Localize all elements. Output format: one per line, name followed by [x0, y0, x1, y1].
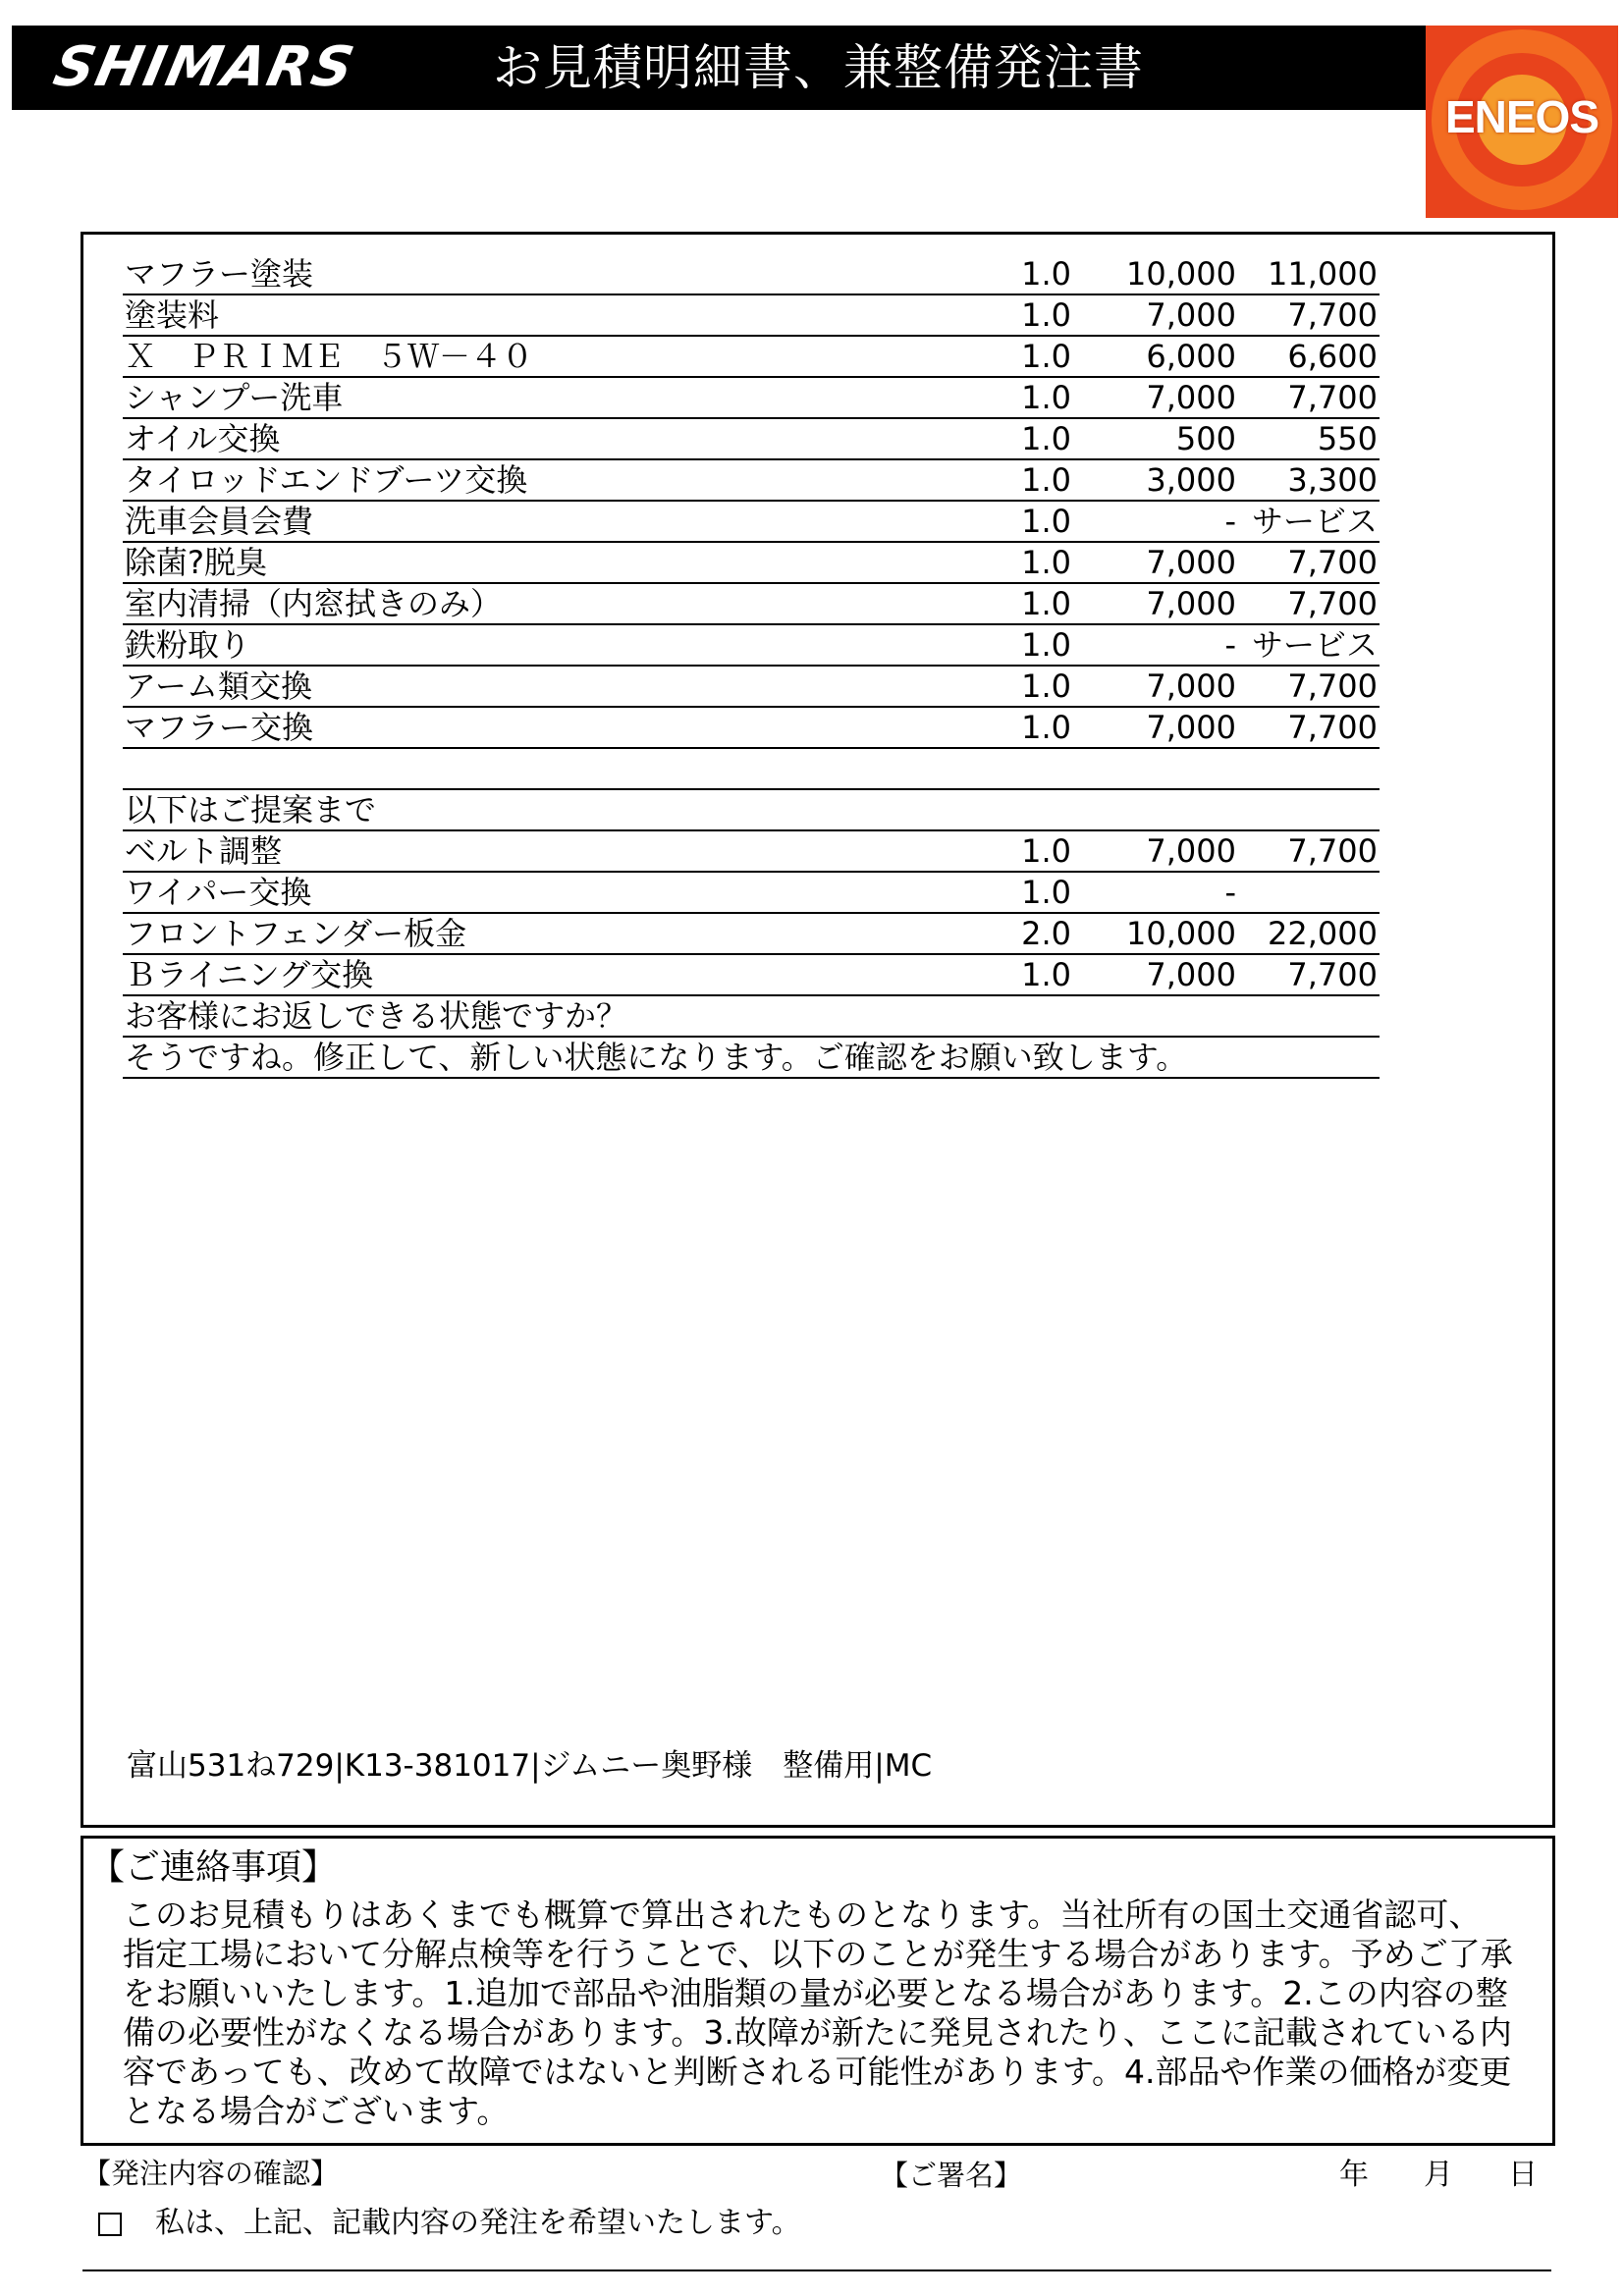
item-amount: 6,600 [1287, 338, 1378, 375]
item-qty: 1.0 [1021, 832, 1071, 870]
date-month-label: 月 [1424, 2158, 1453, 2192]
item-amount: サービス [1251, 503, 1378, 540]
answer-row [123, 1038, 1380, 1079]
item-unit-price: - [1224, 503, 1236, 540]
item-name: マフラー交換 [125, 709, 314, 746]
item-unit-price: 7,000 [1146, 832, 1236, 870]
table-row [123, 419, 1380, 460]
table-row [123, 667, 1380, 708]
item-unit-price: 7,000 [1146, 379, 1236, 416]
item-qty: 1.0 [1021, 338, 1071, 375]
item-name: 除菌?脱臭 [125, 544, 267, 581]
item-unit-price: - [1224, 874, 1236, 911]
notice-body [123, 1896, 1537, 2131]
item-amount: 7,700 [1287, 667, 1378, 705]
signature-line [82, 2269, 1551, 2271]
item-name: シャンプー洗車 [125, 379, 344, 416]
table-row [123, 460, 1380, 502]
item-unit-price: 500 [1175, 420, 1236, 457]
notice-line: このお見積もりはあくまでも概算で算出されたものとなります。当社所有の国土交通省認可、 [123, 1896, 1482, 1934]
item-amount: 22,000 [1268, 915, 1378, 952]
table-row [123, 584, 1380, 625]
item-unit-price: 7,000 [1146, 544, 1236, 581]
item-name: フロントフェンダー板金 [125, 915, 467, 952]
document-title: お見積明細書、兼整備発注書 [493, 39, 1144, 96]
item-unit-price: 7,000 [1146, 956, 1236, 993]
item-unit-price: 7,000 [1146, 585, 1236, 622]
item-amount: 7,700 [1287, 379, 1378, 416]
item-qty: 1.0 [1021, 626, 1071, 664]
item-qty: 1.0 [1021, 667, 1071, 705]
eneos-logo [1426, 26, 1618, 218]
notice-line: をお願いいたします。1.追加で部品や油脂類の量が必要となる場合があります。2.この内容の整 [123, 1974, 1508, 2012]
item-qty: 2.0 [1021, 915, 1071, 952]
item-qty: 1.0 [1021, 296, 1071, 334]
item-name: マフラー塗装 [125, 255, 314, 293]
item-amount: 11,000 [1268, 255, 1378, 293]
item-amount: 7,700 [1287, 296, 1378, 334]
table-row [123, 708, 1380, 749]
proposal-heading: 以下はご提案まで [125, 791, 377, 828]
table-row [123, 625, 1380, 667]
notice-line: 容であっても、改めて故障ではないと判断される可能性があります。4.部品や作業の価格が変更 [123, 2053, 1512, 2091]
item-unit-price: - [1224, 626, 1236, 664]
item-name: ワイパー交換 [125, 874, 312, 911]
item-name: アーム類交換 [125, 667, 313, 705]
item-qty: 1.0 [1021, 709, 1071, 746]
item-qty: 1.0 [1021, 379, 1071, 416]
item-name: Ｂライニング交換 [125, 956, 374, 993]
signature-label: 【ご署名】 [880, 2159, 1023, 2192]
consent-text: 私は、上記、記載内容の発注を希望いたします。 [155, 2206, 801, 2240]
notice-line: 備の必要性がなくなる場合があります。3.故障が新たに発見されたり、ここに記載されている内 [123, 2013, 1512, 2052]
item-unit-price: 6,000 [1146, 338, 1236, 375]
table-row [123, 337, 1380, 378]
item-unit-price: 3,000 [1146, 461, 1236, 499]
item-unit-price: 7,000 [1146, 709, 1236, 746]
item-amount: 7,700 [1287, 956, 1378, 993]
consent-checkbox[interactable] [98, 2213, 122, 2236]
item-qty: 1.0 [1021, 585, 1071, 622]
table-row [123, 873, 1380, 914]
table-row [123, 914, 1380, 955]
table-row [123, 295, 1380, 337]
blank-row [123, 749, 1380, 790]
estimate-items-box [81, 232, 1555, 1828]
item-unit-price: 10,000 [1126, 255, 1236, 293]
item-name: 鉄粉取り [125, 626, 251, 664]
item-qty: 1.0 [1021, 420, 1071, 457]
item-name: Ｘ ＰＲＩＭＥ ５Ｗ－４０ [125, 338, 534, 375]
item-amount: 3,300 [1287, 461, 1378, 499]
header-bar [12, 26, 1426, 110]
item-amount: 7,700 [1287, 832, 1378, 870]
item-qty: 1.0 [1021, 956, 1071, 993]
proposal-heading-row [123, 790, 1380, 831]
item-amount: 550 [1317, 420, 1378, 457]
item-name: 室内清掃（内窓拭きのみ） [125, 585, 503, 622]
eneos-logo-text: ENEOS [1444, 91, 1599, 142]
date-day-label: 日 [1508, 2158, 1538, 2192]
item-amount: 7,700 [1287, 709, 1378, 746]
item-qty: 1.0 [1021, 461, 1071, 499]
vehicle-info: 富山531ね729|K13-381017|ジムニー奥野様 整備用|MC [127, 1748, 933, 1784]
brand-logo-text: SHIMARS [48, 35, 361, 99]
notice-title: 【ご連絡事項】 [89, 1847, 338, 1888]
item-amount: サービス [1251, 626, 1378, 664]
question-text: お客様にお返しできる状態ですか？ [125, 997, 628, 1035]
item-name: 塗装料 [125, 296, 220, 334]
table-row [123, 254, 1380, 295]
item-name: タイロッドエンドブーツ交換 [125, 461, 528, 499]
item-qty: 1.0 [1021, 503, 1071, 540]
item-unit-price: 7,000 [1146, 296, 1236, 334]
item-amount: 7,700 [1287, 585, 1378, 622]
table-row [123, 543, 1380, 584]
table-row [123, 502, 1380, 543]
item-qty: 1.0 [1021, 255, 1071, 293]
notice-line: となる場合がございます。 [123, 2092, 510, 2130]
table-row [123, 378, 1380, 419]
item-amount: 7,700 [1287, 544, 1378, 581]
confirmation-title: 【発注内容の確認】 [82, 2157, 340, 2190]
table-row [123, 831, 1380, 873]
item-unit-price: 10,000 [1126, 915, 1236, 952]
question-row [123, 996, 1380, 1038]
date-year-label: 年 [1339, 2158, 1369, 2192]
item-qty: 1.0 [1021, 874, 1071, 911]
items-table [123, 254, 1380, 1079]
answer-text: そうですね。修正して、新しい状態になります。ご確認をお願い致します。 [125, 1039, 1188, 1076]
notice-box [81, 1836, 1555, 2146]
table-row [123, 955, 1380, 996]
item-name: ベルト調整 [125, 832, 283, 870]
item-unit-price: 7,000 [1146, 667, 1236, 705]
item-qty: 1.0 [1021, 544, 1071, 581]
item-name: オイル交換 [125, 420, 281, 457]
item-name: 洗車会員会費 [125, 503, 314, 540]
notice-line: 指定工場において分解点検等を行うことで、以下のことが発生する場合があります。予めご了承 [123, 1935, 1513, 1973]
